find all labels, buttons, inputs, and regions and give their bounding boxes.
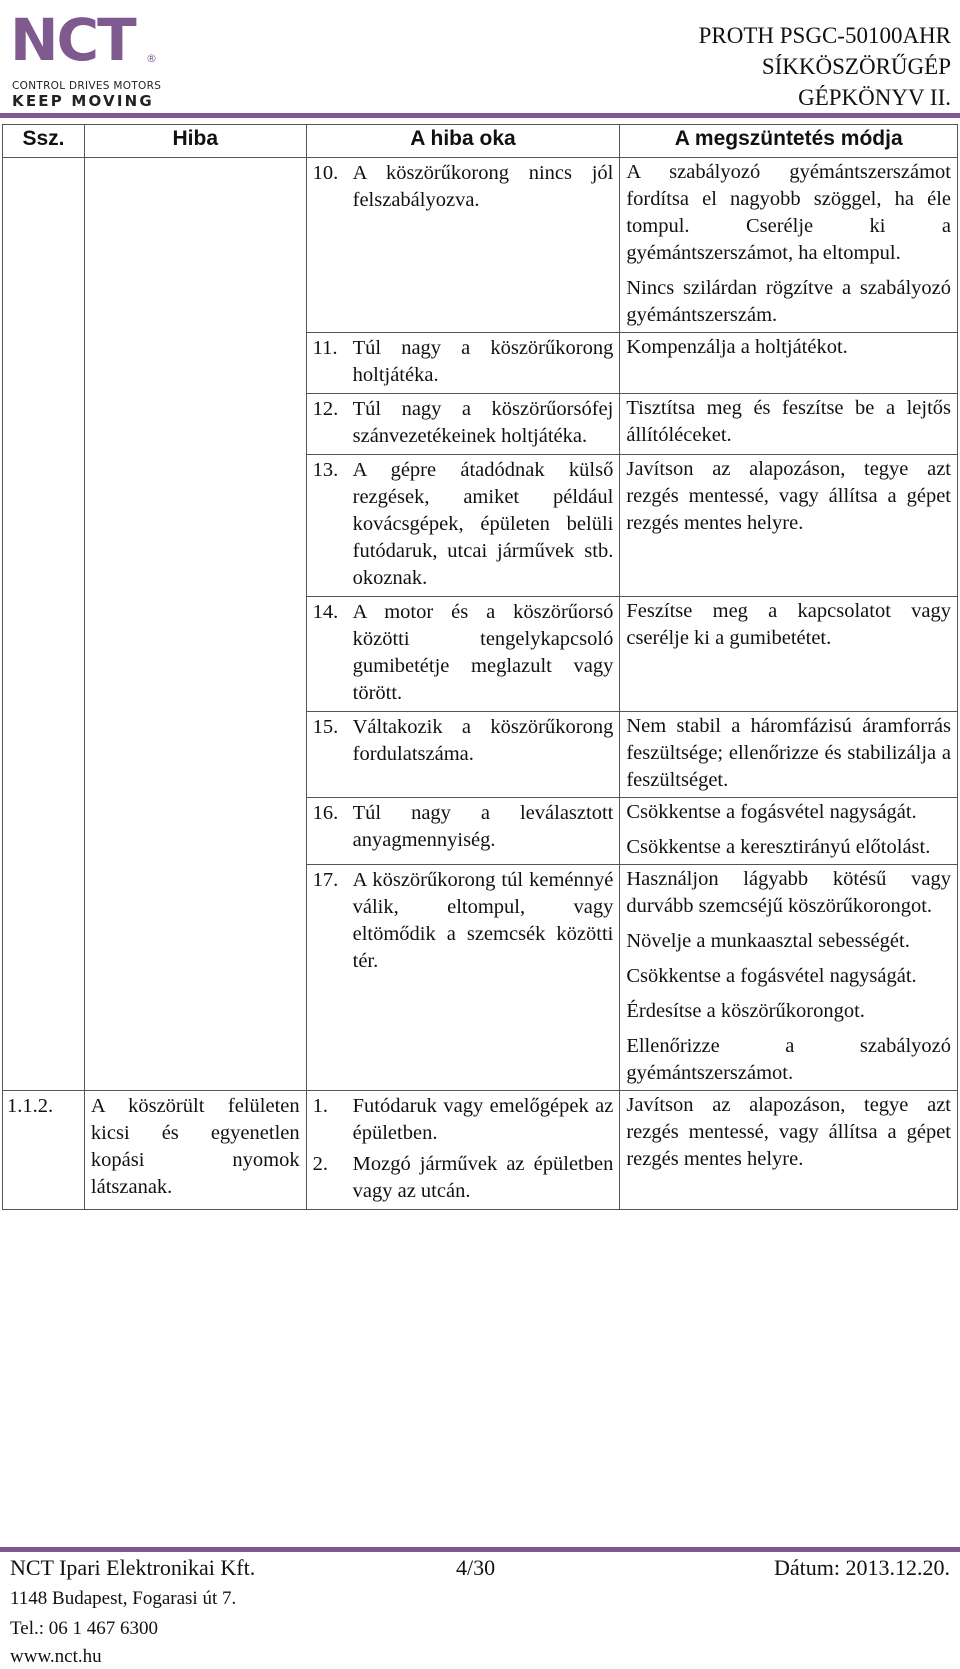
fix-text: Javítson az alapozáson, tegye azt rezgés mentessé, vagy állítsa a gépet rezgés mentes helyre. — [626, 458, 951, 534]
doc-title-manual: GÉPKÖNYV II. — [798, 85, 951, 110]
fix-cell — [620, 455, 958, 597]
cause-text: A motor és a köszörűorsó közötti tengelykapcsoló gumibetétje meglazult vagy törött. — [352, 601, 614, 704]
table-row — [3, 158, 958, 333]
logo-letters: NCT — [10, 6, 135, 74]
cause-number: 10. — [312, 162, 339, 184]
col-header-megszuntetes: A megszüntetés módja — [620, 125, 958, 158]
fix-cell — [620, 597, 958, 712]
cause-number: 15. — [312, 716, 339, 738]
fix-text: Használjon lágyabb kötésű vagy durvább szemcséjű köszörűkorongot. — [626, 868, 951, 917]
logo-tagline-1: CONTROL DRIVES MOTORS — [12, 80, 162, 92]
document-title-block — [699, 20, 951, 113]
cause-number: 17. — [312, 869, 339, 891]
logo-tagline-2: KEEP MOVING — [12, 92, 154, 110]
cause-text: A köszörűkorong nincs jól felszabályozva. — [352, 162, 614, 211]
table-row — [3, 1091, 958, 1210]
cause-cell — [306, 712, 620, 798]
cause-number: 13. — [312, 459, 339, 481]
nct-logo — [10, 6, 162, 110]
cause-text: Futódaruk vagy emelőgépek az épületben. — [352, 1095, 614, 1144]
cause-text: Mozgó járművek az épületben vagy az utcán. — [352, 1153, 614, 1202]
fix-text: Csökkentse a keresztirányú előtolást. — [626, 836, 931, 858]
cause-number: 14. — [312, 601, 339, 623]
header-divider — [0, 113, 960, 118]
fix-text: A szabályozó gyémántszerszámot fordítsa el nagyobb szöggel, ha éle tompul. Cserélje ki a gyémántszerszámot, ha eltompul. — [626, 161, 951, 264]
fix-cell — [620, 158, 958, 333]
fix-cell — [620, 865, 958, 1091]
fix-text: Feszítse meg a kapcsolatot vagy cserélje ki a gumibetétet. — [626, 600, 951, 649]
doc-title-model: PROTH PSGC-50100AHR — [698, 23, 951, 48]
cause-cell — [306, 455, 620, 597]
fix-text: Javítson az alapozáson, tegye azt rezgés mentessé, vagy állítsa a gépet rezgés mentes helyre. — [626, 1094, 951, 1170]
fix-text: Érdesítse a köszörűkorongot. — [626, 1000, 865, 1022]
ssz-cell-continued — [3, 158, 85, 1091]
cause-cell — [306, 158, 620, 333]
cause-cell — [306, 394, 620, 455]
doc-title-machine: SÍKKÖSZÖRŰGÉP — [761, 54, 951, 79]
hiba-cell-continued — [84, 158, 306, 1091]
table-header-row — [3, 125, 958, 158]
fix-text: Csökkentse a fogásvétel nagyságát. — [626, 965, 917, 987]
footer-address: 1148 Budapest, Fogarasi út 7. — [10, 1588, 237, 1609]
fix-text: Ellenőrizze a szabályozó gyémántszerszámot. — [626, 1035, 951, 1084]
fix-text: Nem stabil a háromfázisú áramforrás feszültsége; ellenőrizze és stabilizálja a feszültséget. — [626, 715, 951, 791]
cause-text: Váltakozik a köszörűkorong fordulatszáma. — [352, 716, 614, 765]
col-header-ok: A hiba oka — [306, 125, 620, 158]
cause-number: 12. — [312, 398, 339, 420]
cause-number: 16. — [312, 802, 339, 824]
footer-company: NCT Ipari Elektronikai Kft. — [10, 1555, 256, 1580]
cause-cell — [306, 865, 620, 1091]
cause-number: 1. — [312, 1095, 328, 1117]
col-header-hiba: Hiba — [84, 125, 306, 158]
fix-text: Csökkentse a fogásvétel nagyságát. — [626, 801, 917, 823]
cause-text: A gépre átadódnak külső rezgések, amiket például kovácsgépek, épületen belüli futódaruk, utcai járművek stb. okoznak. — [352, 459, 614, 589]
fix-text: Növelje a munkaasztal sebességét. — [626, 930, 910, 952]
cause-text: Túl nagy a leválasztott anyagmennyiség. — [352, 802, 614, 851]
fix-cell — [620, 798, 958, 865]
cause-text: A köszörűkorong túl keménnyé válik, eltompul, vagy eltömődik a szemcsék közötti tér. — [352, 869, 614, 972]
cause-cell — [306, 333, 620, 394]
cause-cell — [306, 798, 620, 865]
cause-cell — [306, 1091, 620, 1210]
fix-text: Kompenzálja a holtjátékot. — [626, 336, 848, 358]
logo-registered-mark: ® — [146, 52, 157, 65]
fix-text: Tisztítsa meg és feszítse be a lejtős állítóléceket. — [626, 397, 951, 446]
cause-number: 2. — [312, 1153, 328, 1175]
fix-cell — [620, 1091, 958, 1210]
footer-website[interactable]: www.nct.hu — [10, 1646, 102, 1667]
footer-date: Dátum: 2013.12.20. — [774, 1555, 950, 1580]
ssz-cell: 1.1.2. — [3, 1091, 85, 1210]
footer-phone: Tel.: 06 1 467 6300 — [10, 1618, 159, 1639]
fix-cell — [620, 394, 958, 455]
hiba-cell: A köszörült felületen kicsi és egyenetlen kopási nyomok látszanak. — [84, 1091, 306, 1210]
col-header-ssz: Ssz. — [3, 125, 85, 158]
cause-text: Túl nagy a köszörűorsófej szánvezetékeinek holtjátéka. — [352, 398, 614, 447]
fix-cell — [620, 333, 958, 394]
cause-text: Túl nagy a köszörűkorong holtjátéka. — [352, 337, 614, 386]
fix-text: Nincs szilárdan rögzítve a szabályozó gyémántszerszám. — [626, 277, 951, 326]
footer-page-number: 4/30 — [456, 1555, 496, 1580]
cause-cell — [306, 597, 620, 712]
fix-cell — [620, 712, 958, 798]
footer-divider — [0, 1547, 960, 1552]
cause-number: 11. — [312, 337, 338, 359]
troubleshooting-table — [2, 124, 958, 1210]
